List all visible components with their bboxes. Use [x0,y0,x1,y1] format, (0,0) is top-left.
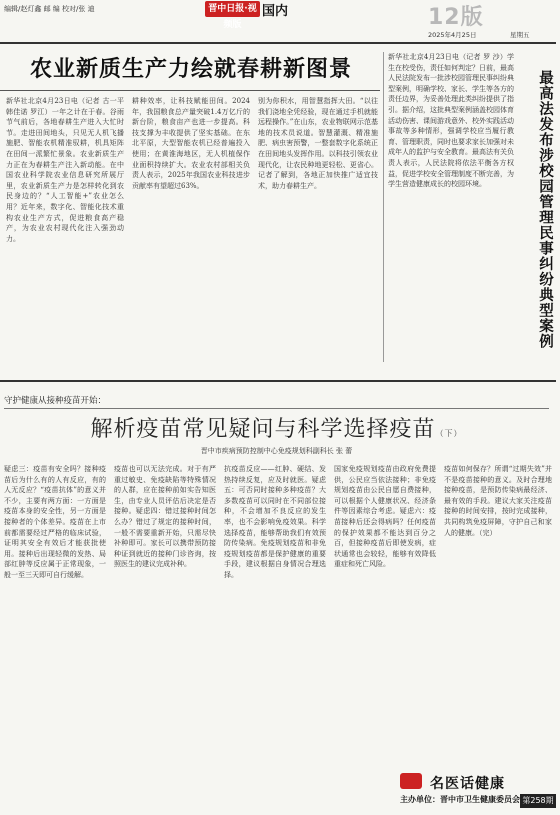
column-issue-badge: 第258期 [520,794,556,808]
column-banner-sponsor: 主办单位：晋中市卫生健康委员会 [400,795,520,804]
section-label: 国内 [262,4,289,19]
article2-column-3: 抗疫苗反应——红肿、硬结、发热持续反复，应及时就医。疑虑五：可否同时接种多种疫苗？大多数疫苗可以同时在不同部位接种，不会增加不良反应的发生率，也不会影响免疫效果。科学选择疫苗，能够帮助我们有效预防传染病。免疫规划疫苗和非免疫规划疫苗都是保护健康的重要手段，建议根据自身情况合理选择。 [224,465,326,579]
article-school-body: 新华社北京4月23日电（记者 罗 沙）学生在校受伤，责任如何判定？日前，最高人民法院发布一批涉校园管理民事纠纷典型案例，明确学校、家长、学生等各方的责任边界，为妥善处理此类纠纷提供了指引。据介绍，这批典型案例涵盖校园体育活动伤害、课间游戏意外、校外实践活动事故等多种情形，强调学校应当履行教育、管理职责，同时也要求家长加强对未成年人的监护与安全教育。最高法有关负责人表示，人民法院将依法平衡各方权益，促进学校安全管理制度不断完善，为学生营造健康成长的校园环境。 [388,53,514,189]
column-divider [383,52,384,362]
article1-title-rule [0,90,380,91]
section-separator [0,380,556,382]
issue-date: 2025年4月25日 [428,31,477,39]
column-banner-title: 名医话健康 [430,776,505,792]
article2-column-1: 疑虑三：疫苗有安全吗？接种疫苗后为什么有的人有反应，有的人无反应？“疫苗抗体”的意义并不少，主要有两方面：一方面是疫苗本身的安全性，另一方面是接种者的个体差异。疫苗在上市前都需要经过严格的临床试验，证明其安全有效后才能获批使用。接种后出现轻微的发热、局部红肿等反应属于正常现象，一般一至三天即可自行缓解。 [4,465,106,579]
article2-title-main: 解析疫苗常见疑问与科学选择疫苗 [90,417,436,442]
article1-column-2: 耕种效率，让科技赋能田间。2024年，我国粮食总产量突破1.4万亿斤的新台阶，粮食亩产也进一步提高。科技支撑为丰收提供了坚实基础。在东北平原，大型智能农机已经普遍投入使用；在黄淮海地区，无人机植保作业面积持续扩大。农业农村部相关负责人表示，2025年我国农业科技进步贡献率有望超过63%。 [132,97,250,190]
page-number: 12版 [428,5,484,30]
article2-kicker: 守护健康从接种疫苗开始： [4,396,107,406]
header-meta: 编辑/赵灯鑫 邮 编 校对/张 迪 [4,5,95,13]
article2-column-5: 疫苗如何保存？所谓“过期失效”并不是疫苗接种的意义。及时合理地接种疫苗，是预防传染病最经济、最有效的手段。建议大家关注疫苗接种的时间安排，按时完成接种，共同构筑免疫屏障，守护自己和家人的健康。（完） [444,465,552,537]
health-logo-icon [400,773,422,789]
article-school-title: 最高法发布涉校园管理民事纠纷典型案例 [537,70,554,349]
issue-weekday: 星期五 [510,31,530,39]
kicker-rule [4,408,549,409]
article2-title [4,412,549,443]
article2-byline: 晋中市疾病预防控制中心免疫规划科副科长 张 蕾 [200,447,353,455]
header-rule [0,42,556,44]
article1-column-1: 新华社北京4月23日电（记者 古一平 韩佳诺 罗江）一年之计在于春。谷雨节气前后，各地春耕生产进入大忙时节。走进田间地头，只见无人机飞播施肥、智能农机精准驭耕，机具矩阵在田间一派繁忙景象。农业新质生产力正在为春耕生产注入新动能。在中国农业科学院农业信息研究所展厅里，农业新质生产力是怎样转化到农民身边的？“人工智能+”农业怎么用？近年来，数字化、智能化技术重构农业生产方式，促进粮食高产稳产，为农业农村现代化注入强劲动力。 [6,97,124,243]
newspaper-logo: 晋中日报·视频版 [205,1,260,17]
article2-column-2: 疫苗也可以无法完成。对于有严重过敏史、免疫缺陷等特殊情况的人群，应在接种前如实告知医生，由专业人员评估后决定是否接种。疑虑四：错过接种时间怎么办？错过了规定的接种时间，一般不需要重新开始，只需尽快补种即可。家长可以携带预防接种证到就近的接种门诊咨询，按照医生的建议完成补种。 [114,465,216,569]
article1-title: 农业新质生产力绘就春耕新图景 [29,56,352,82]
article2-column-4: 国家免疫规划疫苗由政府免费提供，公民应当依法接种；非免疫规划疫苗由公民自愿自费接种，可以根据个人健康状况、经济条件等因素综合考虑。疑虑六：疫苗接种后还会得病吗？任何疫苗的保护效果都不能达到百分之百，但接种疫苗后即使发病，症状通常也会较轻，能够有效降低重症和死亡风险。 [334,465,436,569]
article2-title-sub: （下） [435,429,463,438]
article1-column-3: 别为你积水，用智慧指挥大田。“以往我们浇地全凭经验，现在通过手机就能远程操作。”在山东，农业物联网示范基地的技术员说道。智慧灌溉、精准施肥、病虫害预警，一整套数字化系统正在田间地头发挥作用。以科技引领农业现代化，让农民种地更轻松、更省心。记者了解到，各地正加快推广适宜技术，助力春耕生产。 [258,97,378,190]
